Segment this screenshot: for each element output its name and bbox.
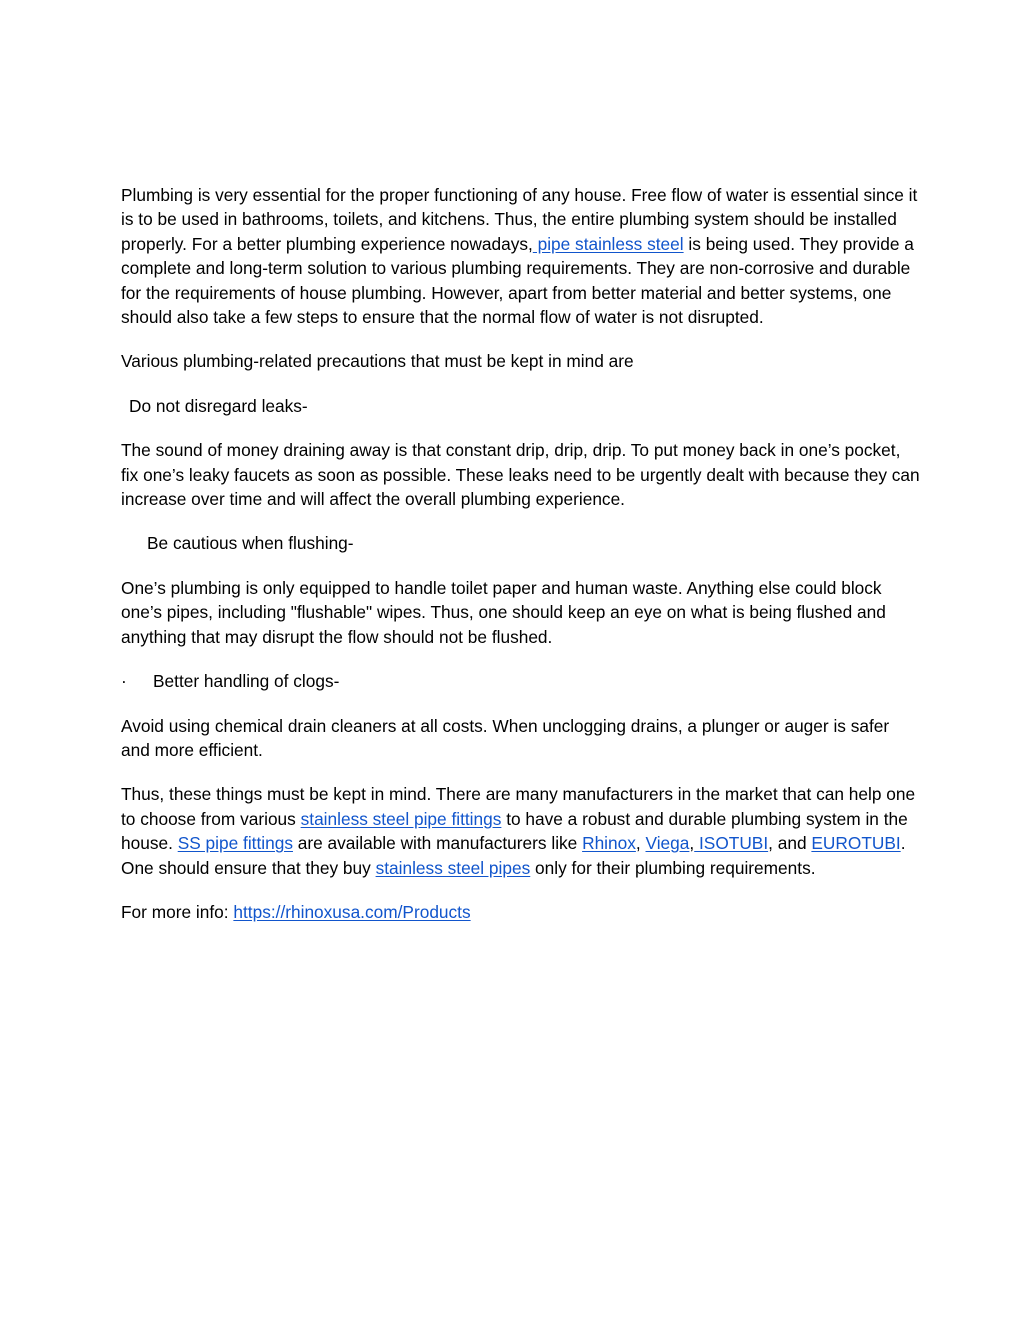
more-info-label: For more info: [121,901,234,922]
heading-leaks: Do not disregard leaks- [129,395,308,416]
more-info-line [121,900,921,924]
link-isotubi[interactable]: ISOTUBI [694,833,769,854]
manufacturers-text-e: , [689,833,695,854]
precautions-intro: Various plumbing-related precautions that must be kept in mind are [121,351,634,372]
link-stainless-steel-pipes[interactable]: stainless steel pipes [375,857,531,878]
heading-flushing: Be cautious when flushing- [147,533,354,554]
intro-text-b: is being used. They provide a complete and long-term solution to various plumbing requirements. They are non-corrosive and durable for the requirements of house plumbing. However, apart from better material and better systems, one should also take a few steps to ensure that the normal flow of water is not disrupted. [121,233,914,328]
manufacturers-text-g: . One should ensure that they buy [121,833,906,878]
link-eurotubi[interactable]: EUROTUBI [811,833,901,854]
clogs-paragraph: Avoid using chemical drain cleaners at all costs. When unclogging drains, a plunger or auger is safer and more efficient. [121,715,890,760]
manufacturers-text-c: are available with manufacturers like [292,833,583,854]
flushing-paragraph: One’s plumbing is only equipped to handle toilet paper and human waste. Anything else could block one’s pipes, including "flushable" wipes. Thus, one should keep an eye on what is being flushed and anything that may disrupt the flow should not be flushed. [121,577,886,647]
link-stainless-steel-pipe-fittings[interactable]: stainless steel pipe fittings [300,808,502,829]
manufacturers-text-b: to have a robust and durable plumbing system in the house. [121,808,908,854]
manufacturers-text-d: , [635,833,646,854]
heading-clogs-text: Better handling of clogs- [153,671,340,692]
link-rhinox-products[interactable]: https://rhinoxusa.com/Products [233,901,471,922]
link-ss-pipe-fittings[interactable]: SS pipe fittings [177,833,293,854]
document-body [121,183,921,944]
intro-paragraph [121,183,921,329]
link-viega[interactable]: Viega [645,833,690,854]
intro-text-a: Plumbing is very essential for the proper functioning of any house. Free flow of water is essential since it is to be used in bathrooms, toilets, and kitchens. Thus, the entire plumbing system should be installed properly. For a better plumbing experience nowadays, [121,185,918,254]
manufacturers-text-h: only for their plumbing requirements. [530,857,816,878]
leaks-paragraph: The sound of money draining away is that constant drip, drip, drip. To put money back in one’s pocket, fix one’s leaky faucets as soon as possible. These leaks need to be urgently dealt with because they can increase over time and will affect the overall plumbing experience. [121,440,920,510]
heading-clogs [121,669,921,693]
manufacturers-text-a: Thus, these things must be kept in mind. There are many manufacturers in the market that can help one to choose from various [121,784,916,829]
manufacturers-paragraph [121,782,921,880]
bullet-icon: · [121,671,127,692]
link-pipe-stainless-steel[interactable]: pipe stainless steel [532,233,684,254]
manufacturers-text-f: , and [768,833,812,854]
link-rhinox[interactable]: Rhinox [582,833,636,854]
